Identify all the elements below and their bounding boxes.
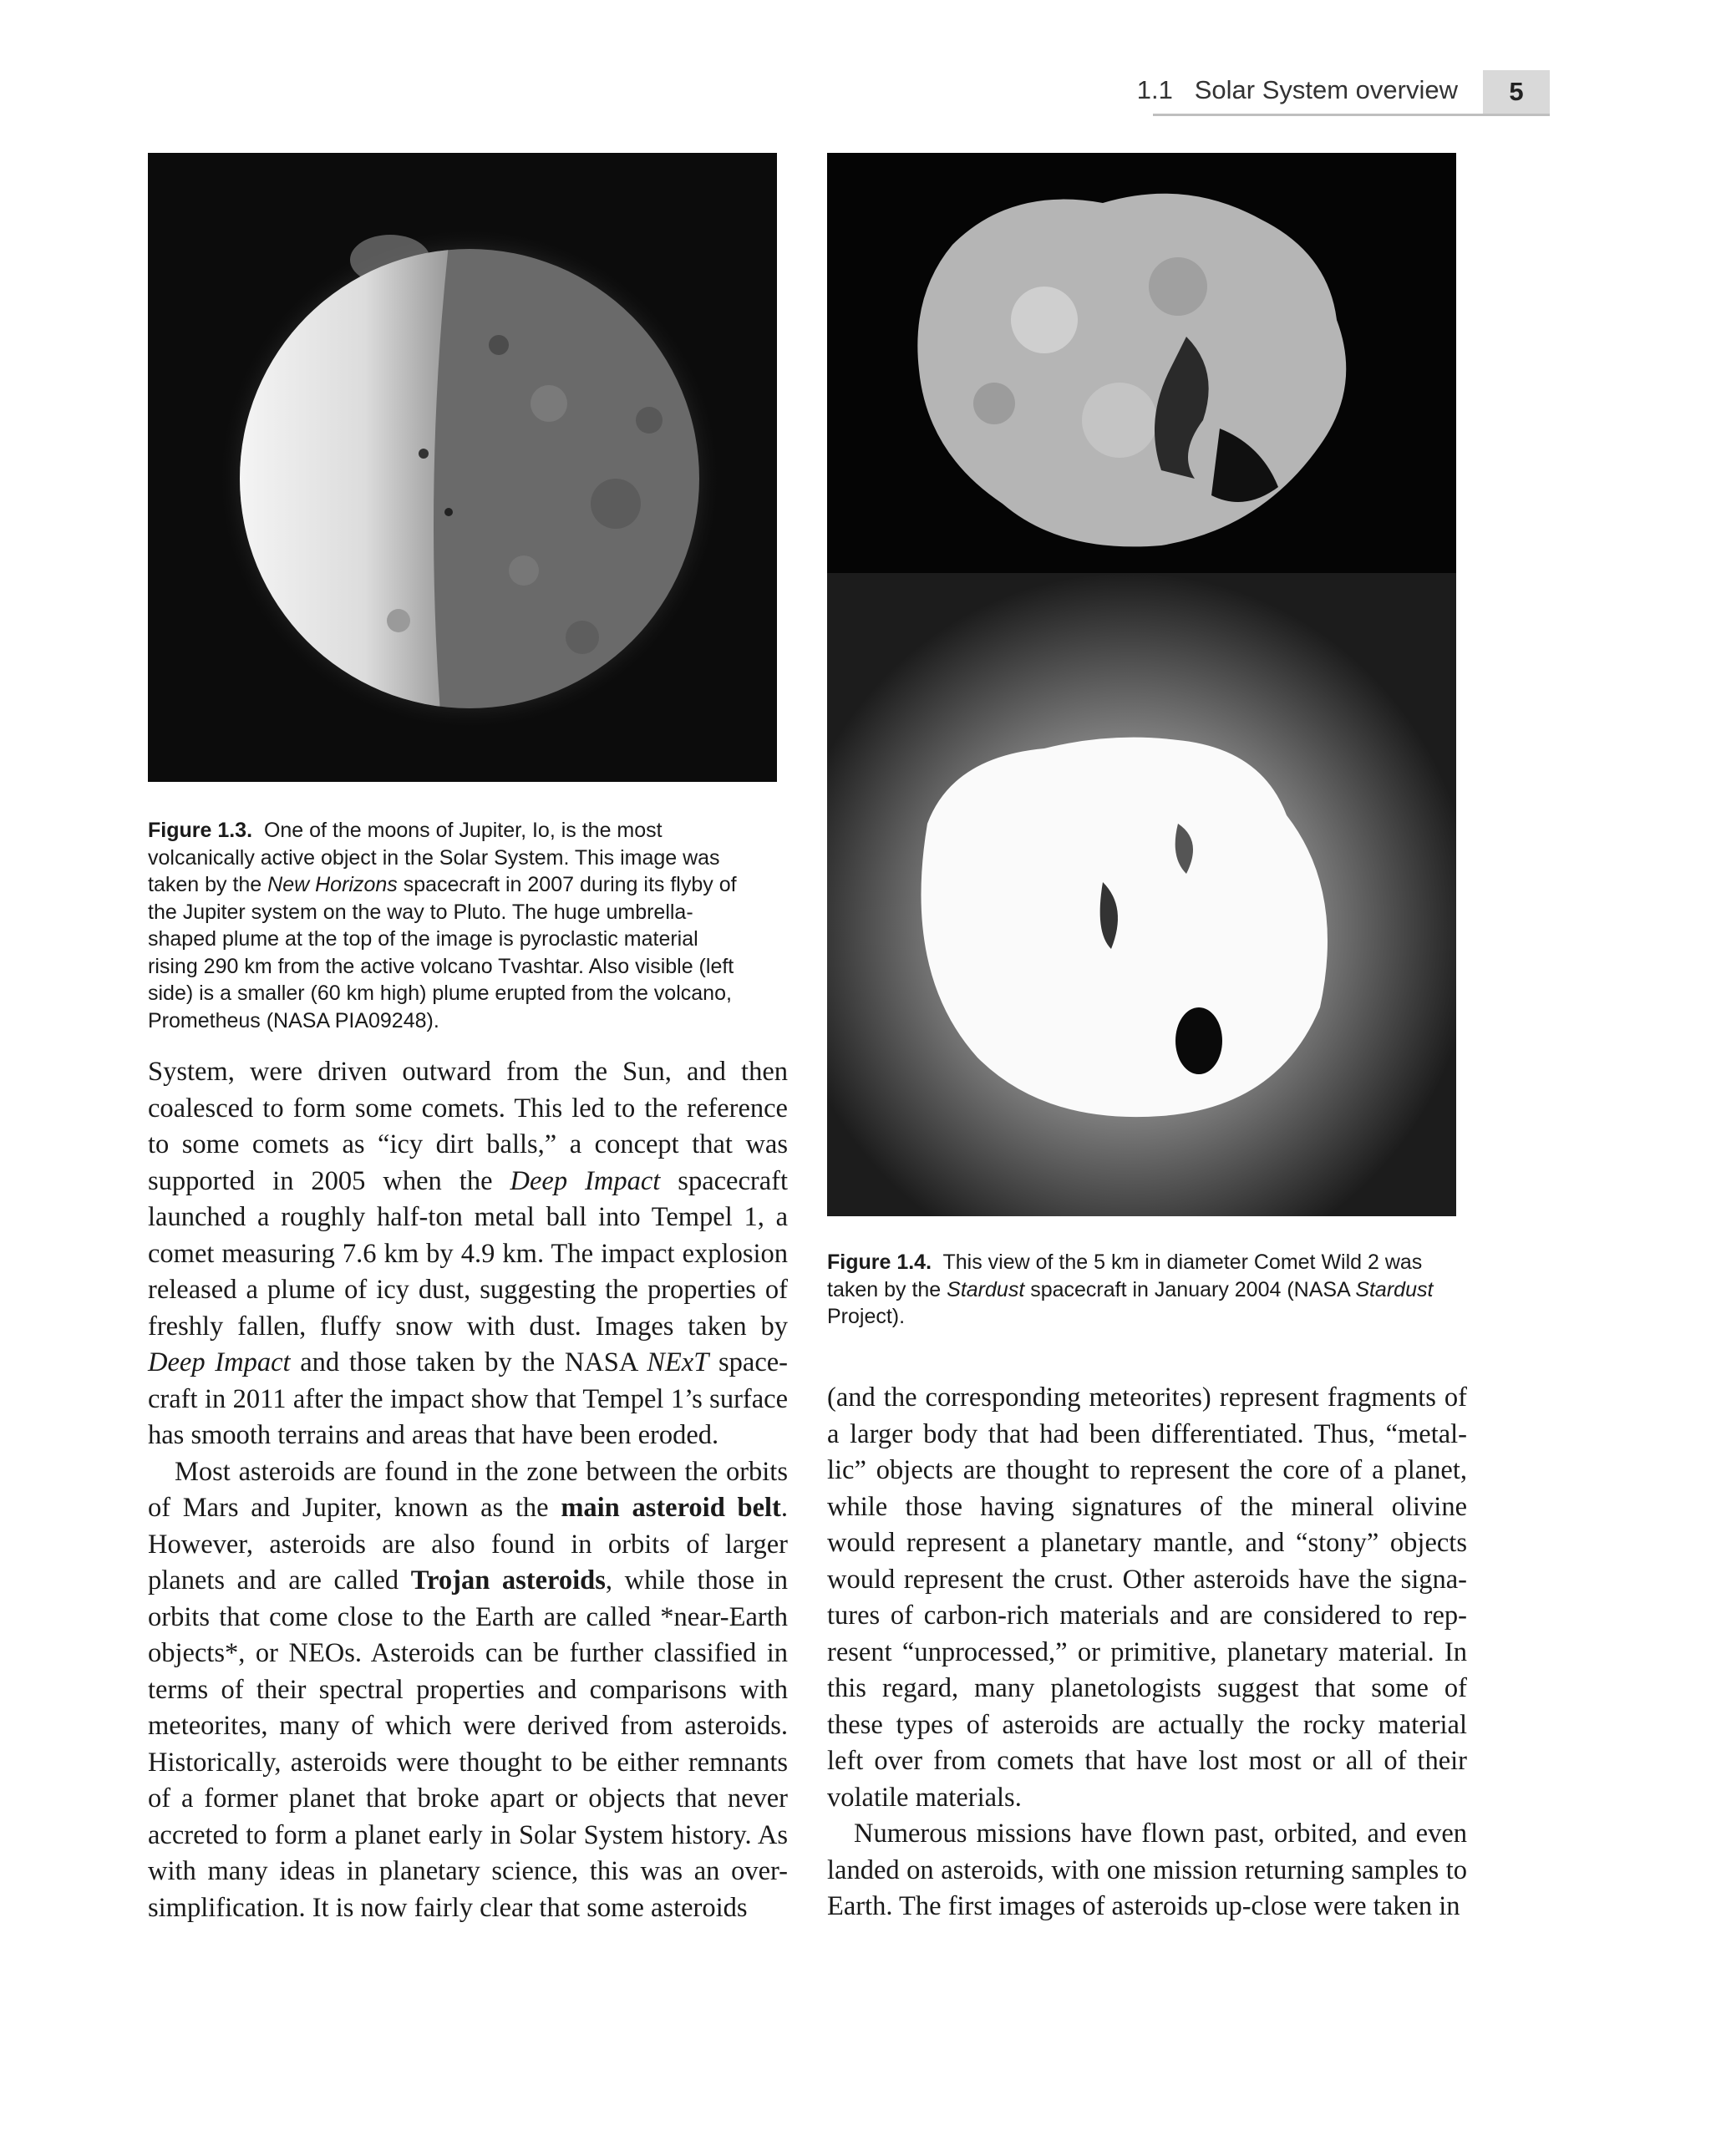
text-line: craft in 2011 after the impact show that Tempel 1’s surface (148, 1383, 788, 1414)
text-line: accreted to form a planet early in Solar System history. As (148, 1819, 788, 1850)
text-line: these types of asteroids are actually the rocky material (827, 1709, 1467, 1740)
page-number: 5 (1483, 70, 1550, 114)
text-line: would represent a planetary mantle, and “stony” objects (827, 1528, 1467, 1558)
text-line: volatile materials. (827, 1782, 1022, 1813)
section-title: 1.1 Solar System overview (1136, 75, 1458, 104)
caption-label: Figure 1.4. (827, 1250, 932, 1274)
text-line: while those having signatures of the mineral olivine (827, 1491, 1467, 1522)
text-line: System, were driven outward from the Sun, and then (148, 1057, 788, 1087)
comet-jets-image (827, 573, 1456, 1216)
text-line: tures of carbon-rich materials and are considered to rep- (827, 1601, 1467, 1631)
text-line: Deep Impact and those taken by the NASA NExT space- (148, 1347, 788, 1377)
caption-text: side) is a smaller (60 km high) plume erupted from the volcano, (148, 982, 732, 1005)
text-line: However, asteroids are also found in orbits of larger (148, 1529, 788, 1560)
text-line: (and the corresponding meteorites) represent fragments of (827, 1382, 1467, 1413)
caption-label: Figure 1.3. (148, 819, 253, 842)
caption-text: This view of the 5 km in diameter Comet Wild 2 was (942, 1250, 1423, 1274)
text-line: released a plume of icy dust, suggesting the properties of (148, 1275, 788, 1305)
text-line: planets and are called Trojan asteroids, while those in (148, 1565, 788, 1595)
caption-text: shaped plume at the top of the image is pyroclastic material (148, 927, 698, 951)
text-line: Numerous missions have flown past, orbited, and even (854, 1819, 1467, 1849)
text-line: lic” objects are thought to represent the core of a planet, (827, 1455, 1467, 1485)
caption-text: volcanically active object in the Solar System. This image was (148, 845, 720, 870)
text-line: resent “unprocessed,” or primitive, planetary material. In (827, 1636, 1467, 1667)
caption-text: taken by the (148, 873, 268, 896)
text-line: meteorites, many of which were derived from asteroids. (148, 1711, 788, 1741)
text-line: of a former planet that broke apart or objects that never (148, 1783, 788, 1814)
text-line: this regard, many planetologists suggest that some of (827, 1673, 1467, 1703)
caption-text: One of the moons of Jupiter, Io, is the most (263, 819, 663, 842)
caption-text: Project). (827, 1305, 906, 1328)
caption-text: spacecraft in 2007 during its flyby of (397, 873, 737, 896)
caption-text: rising 290 km from the active volcano Tvashtar. Also visible (left (148, 954, 734, 978)
figure-1-4-caption (827, 1249, 1466, 1331)
text-line: objects*, or NEOs. Asteroids can be further classified in (148, 1638, 788, 1668)
caption-italic: Stardust (947, 1277, 1025, 1301)
caption-italic: New Horizons (267, 873, 398, 896)
text-line: a larger body that had been differentiated. Thus, “metal- (827, 1418, 1467, 1449)
text-line: left over from comets that have lost most or all of their (827, 1746, 1467, 1776)
caption-text: Prometheus (NASA PIA09248). (148, 1008, 439, 1032)
comet-jets-photo (827, 573, 1456, 1216)
text-line: launched a roughly half-ton metal ball into Tempel 1, a (148, 1202, 788, 1232)
caption-text: the Jupiter system on the way to Pluto. The huge umbrella- (148, 900, 693, 924)
left-body-column (148, 1054, 788, 1926)
text-line: simplification. It is now fairly clear that some asteroids (148, 1892, 748, 1923)
text-line: supported in 2005 when the Deep Impact spacecraft (148, 1165, 788, 1196)
caption-text: spacecraft in January 2004 (NASA (1024, 1277, 1356, 1301)
text-line: of Mars and Jupiter, known as the main asteroid belt. (148, 1493, 788, 1523)
text-line: landed on asteroids, with one mission returning samples to (827, 1854, 1467, 1885)
io-photo (148, 153, 777, 782)
text-line: coalesced to form some comets. This led to the reference (148, 1093, 788, 1124)
text-line: orbits that come close to the Earth are called *near-Earth (148, 1601, 788, 1632)
text-line: freshly fallen, fluffy snow with dust. Images taken by (148, 1311, 788, 1342)
running-head (1136, 70, 1550, 116)
text-line: with many ideas in planetary science, this was an over- (148, 1856, 788, 1886)
figure-1-3-caption (148, 817, 791, 1034)
text-line: has smooth terrains and areas that have been eroded. (148, 1420, 719, 1450)
text-line: comet measuring 7.6 km by 4.9 km. The impact explosion (148, 1238, 788, 1269)
caption-italic: Stardust (1355, 1277, 1434, 1301)
text-line: Most asteroids are found in the zone between the orbits (175, 1456, 788, 1487)
io-image (148, 153, 777, 782)
comet-nucleus-image (827, 153, 1456, 573)
text-line: Earth. The first images of asteroids up-close were taken in (827, 1891, 1460, 1921)
text-line: to some comets as “icy dirt balls,” a concept that was (148, 1129, 788, 1159)
right-body-column (827, 1380, 1467, 1925)
text-line: terms of their spectral properties and comparisons with (148, 1674, 788, 1705)
comet-nucleus-photo (827, 153, 1456, 573)
text-line: would represent the crust. Other asteroids have the signa- (827, 1564, 1467, 1595)
text-line: Historically, asteroids were thought to be either remnants (148, 1747, 788, 1778)
caption-text: taken by the (827, 1277, 947, 1301)
